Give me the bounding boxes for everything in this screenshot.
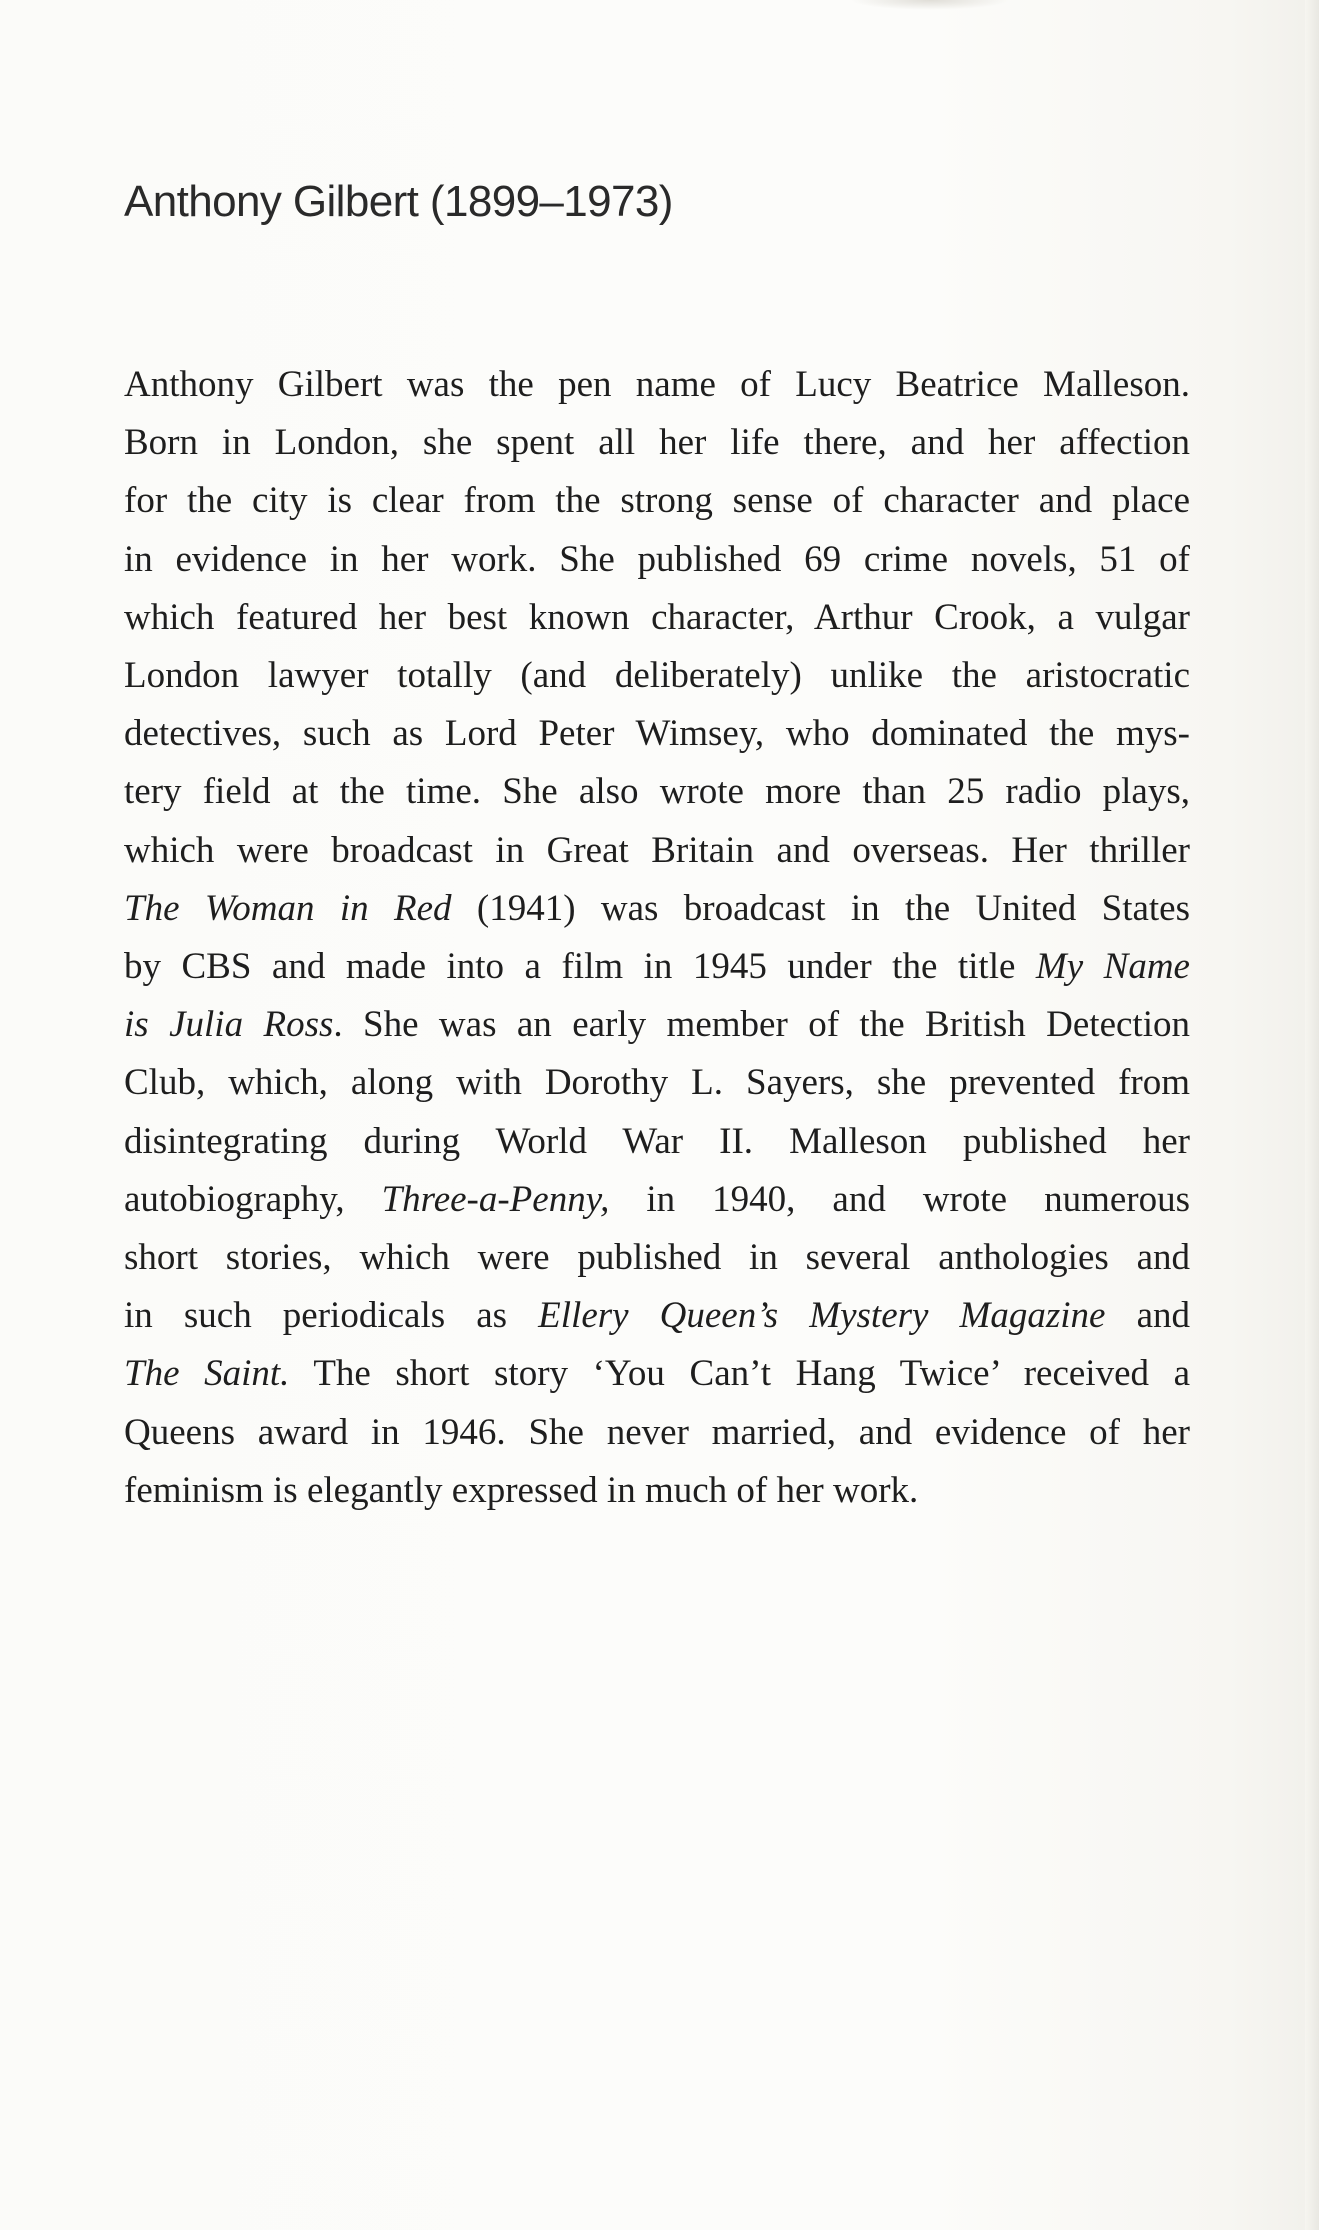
text-line: London lawyer totally (and deliberately) unlike the aristocratic (124, 655, 1190, 697)
text-line: in evidence in her work. She published 69 crime novels, 51 of (124, 538, 1190, 580)
text-line: Club, which, along with Dorothy L. Sayers, she prevented from (124, 1062, 1190, 1104)
text-line: tery field at the time. She also wrote more than 25 radio plays, (124, 771, 1190, 813)
text-segment: and (1105, 1295, 1190, 1337)
text-line: feminism is elegantly expressed in much of her work. (124, 1469, 919, 1511)
text-segment: in such periodicals as (124, 1295, 539, 1337)
book-title-italic: The Woman in Red (124, 887, 452, 929)
text-segment: The short story ‘You Can’t Hang Twice’ received a (289, 1353, 1191, 1395)
text-line (124, 880, 1190, 938)
text-line (124, 1345, 1190, 1403)
text-segment: by CBS and made into a film in 1945 under the title (124, 946, 1036, 988)
text-line (124, 1287, 1190, 1345)
text-line (124, 1171, 1190, 1229)
text-segment: in 1940, and wrote numerous (609, 1178, 1191, 1220)
text-line: disintegrating during World War II. Malleson published her (124, 1120, 1190, 1162)
text-line: Born in London, she spent all her life there, and her affection (124, 422, 1190, 464)
film-title-italic: My Name (1035, 946, 1190, 988)
text-segment: autobiography, (124, 1178, 382, 1220)
text-line: Queens award in 1946. She never married, and evidence of her (124, 1411, 1190, 1453)
autobiography-title-italic: Three-a-Penny, (381, 1178, 610, 1220)
text-line (124, 938, 1190, 996)
text-line: short stories, which were published in several anthologies and (124, 1237, 1190, 1279)
text-segment: (1941) was broadcast in the United States (451, 887, 1190, 929)
paper-smudge (850, 0, 1010, 10)
text-line: which were broadcast in Great Britain and overseas. Her thriller (124, 829, 1190, 871)
text-line: which featured her best known character, Arthur Crook, a vulgar (124, 596, 1190, 638)
text-segment: . She was an early member of the British Detection (333, 1004, 1190, 1046)
text-line: Anthony Gilbert was the pen name of Lucy Beatrice Malleson. (124, 364, 1190, 405)
magazine-title-italic: The Saint. (124, 1353, 290, 1395)
page-edge (1305, 0, 1319, 2230)
text-line: for the city is clear from the strong sense of character and place (124, 480, 1190, 522)
biography-paragraph (124, 356, 1190, 1520)
text-line: detectives, such as Lord Peter Wimsey, who dominated the mys- (124, 713, 1190, 755)
author-heading: Anthony Gilbert (1899–1973) (124, 177, 673, 226)
text-line (124, 996, 1190, 1054)
magazine-title-italic: Ellery Queen’s Mystery Magazine (538, 1295, 1106, 1337)
film-title-italic: is Julia Ross (124, 1004, 334, 1046)
